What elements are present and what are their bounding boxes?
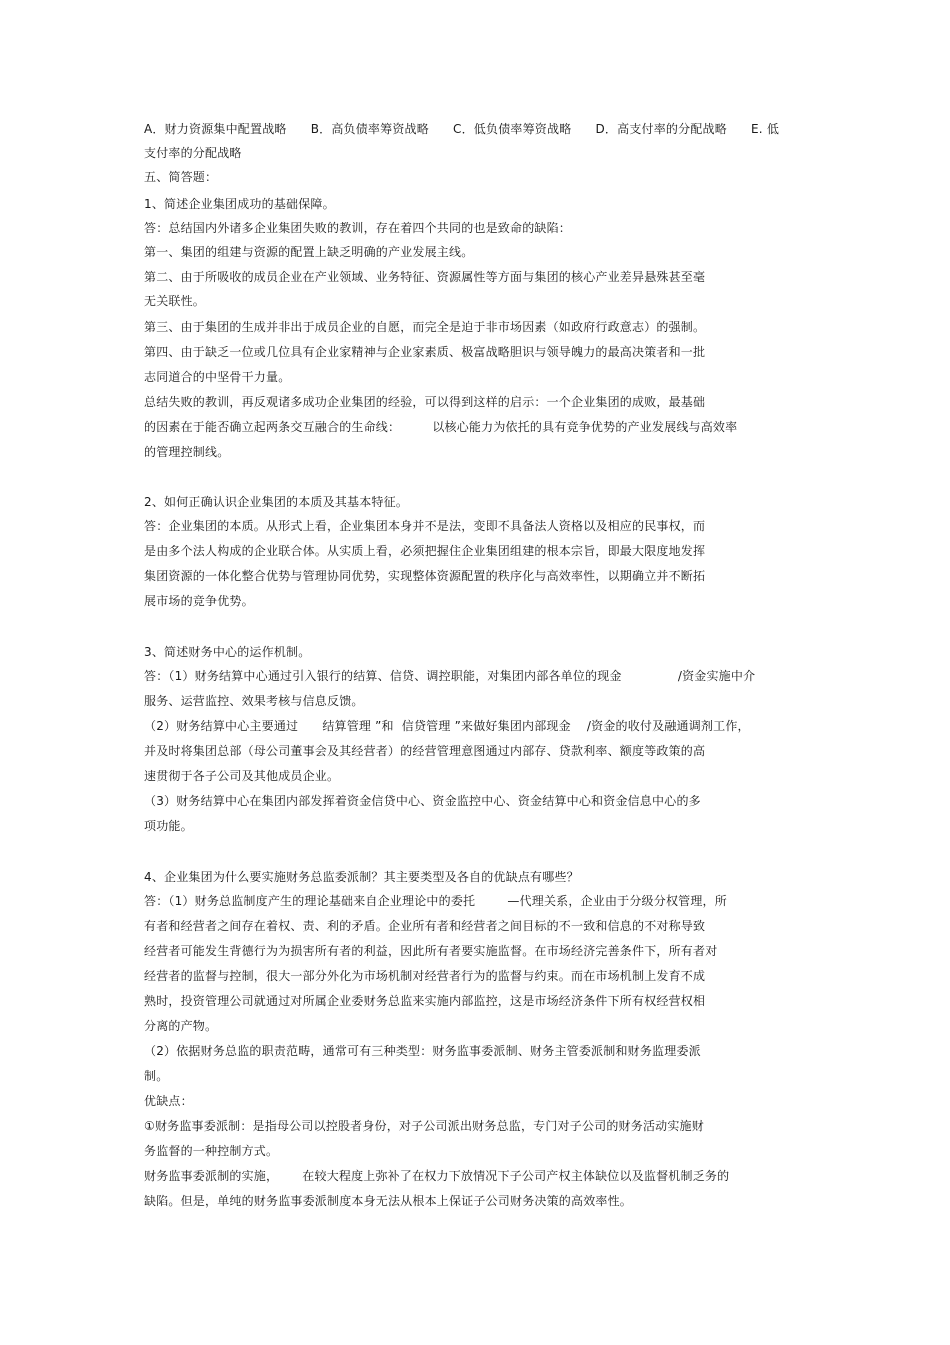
text-line: 展市场的竞争优势。 [144,594,254,608]
text-line: （3）财务结算中心在集团内部发挥着资金信贷中心、资金监控中心、资金结算中心和资金信息中心的多 [144,794,701,808]
text-line: 的管理控制线。 [144,445,230,459]
text-line: （2）财务结算中心主要通过 结算管理 ”和 信贷管理 ”来做好集团内部现金 /资金的收付及融通调剂工作， [144,719,750,733]
question-heading: 4、企业集团为什么要实施财务总监委派制？其主要类型及各自的优缺点有哪些？ [144,870,579,884]
text-line: 无关联性。 [144,294,206,308]
text-line: 熟时，投资管理公司就通过对所属企业委财务总监来实施内部监控，这是市场经济条件下所有权经营权相 [144,994,706,1008]
text-line: 答：（1）财务结算中心通过引入银行的结算、信贷、调控职能，对集团内部各单位的现金 /资金实施中介 [144,669,756,683]
text-line: 有者和经营者之间存在着权、责、利的矛盾。企业所有者和经营者之间目标的不一致和信息的不对称导致 [144,919,706,933]
text-line: 第二、由于所吸收的成员企业在产业领域、业务特征、资源属性等方面与集团的核心产业差异悬殊甚至毫 [144,270,706,284]
text-line: 分离的产物。 [144,1019,218,1033]
text-line: 并及时将集团总部（母公司董事会及其经营者）的经营管理意图通过内部存、贷款利率、额度等政策的高 [144,744,706,758]
text-line: 答：总结国内外诸多企业集团失败的教训，存在着四个共同的也是致命的缺陷： [144,221,572,235]
text-line: 缺陷。但是，单纯的财务监事委派制度本身无法从根本上保证子公司财务决策的高效率性。 [144,1194,633,1208]
text-line: 支付率的分配战略 [144,146,242,160]
text-line: 制。 [144,1069,169,1083]
text-line: 优缺点： [144,1094,193,1108]
text-line: 是由多个法人构成的企业联合体。从实质上看，必须把握住企业集团组建的根本宗旨，即最大限度地发挥 [144,544,706,558]
text-line: 第四、由于缺乏一位或几位具有企业家精神与企业家素质、极富战略胆识与领导魄力的最高决策者和一批 [144,345,706,359]
text-line: 志同道合的中坚骨干力量。 [144,370,291,384]
text-line: 财务监事委派制的实施， 在较大程度上弥补了在权力下放情况下子公司产权主体缺位以及监督机制乏务的 [144,1169,730,1183]
text-line: 第一、集团的组建与资源的配置上缺乏明确的产业发展主线。 [144,245,474,259]
text-line: 集团资源的一体化整合优势与管理协同优势，实现整体资源配置的秩序化与高效率性，以期确立并不断拓 [144,569,706,583]
text-line: 务监督的一种控制方式。 [144,1144,279,1158]
text-line: （2）依据财务总监的职责范畴，通常可有三种类型：财务监事委派制、财务主管委派制和财务监理委派 [144,1044,701,1058]
text-line: 总结失败的教训，再反观诸多成功企业集团的经验，可以得到这样的启示：一个企业集团的成败，最基础 [144,395,706,409]
text-line: 答：企业集团的本质。从形式上看，企业集团本身并不是法，变即不具备法人资格以及相应的民事权，而 [144,519,706,533]
text-line: 经营者可能发生背德行为为损害所有者的利益，因此所有者要实施监督。在市场经济完善条件下，所有者对 [144,944,718,958]
text-line: 速贯彻于各子公司及其他成员企业。 [144,769,340,783]
text-line: 第三、由于集团的生成并非出于成员企业的自愿，而完全是迫于非市场因素（如政府行政意志）的强制。 [144,320,706,334]
text-line: A．财力资源集中配置战略 B．高负债率筹资战略 C．低负债率筹资战略 D．高支付率的分配战略 E. 低 [144,122,780,136]
text-line: 服务、运营监控、效果考核与信息反馈。 [144,694,364,708]
question-heading: 2、如何正确认识企业集团的本质及其基本特征。 [144,495,409,509]
text-line: 经营者的监督与控制，很大一部分外化为市场机制对经营者行为的监督与约束。而在市场机制上发育不成 [144,969,706,983]
question-heading: 3、简述财务中心的运作机制。 [144,645,311,659]
text-line: 项功能。 [144,819,193,833]
text-line: 1、简述企业集团成功的基础保障。 [144,197,335,211]
text-line: 答：（1）财务总监制度产生的理论基础来自企业理论中的委托 —代理关系，企业由于分级分权管理，所 [144,894,727,908]
text-line: ①财务监事委派制：是指母公司以控股者身份，对子公司派出财务总监，专门对子公司的财务活动实施财 [144,1119,704,1133]
text-line: 五、简答题： [144,170,218,184]
text-line: 的因素在于能否确立起两条交互融合的生命线： 以核心能力为依托的具有竞争优势的产业发展线与高效率 [144,420,738,434]
